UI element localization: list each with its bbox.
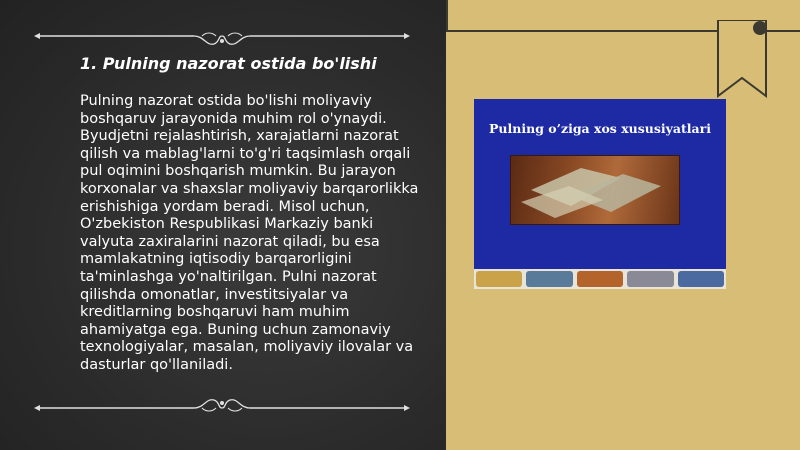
body-paragraph: Pulning nazorat ostida bo'lishi moliyaviy boshqaruv jarayonida muhim rol o'ynaydi. Byudjetni rejalashtirish, xarajatlarni nazorat qilish va mablag'larni to'g'ri taqsimlash orqali pul oqimini boshqarish mumkin. Bu jarayon korxonalar va shaxslar moliyaviy barqarorlikka erishishiga yordam beradi. Misol uchun, O'zbekiston Respublikasi Markaziy banki valyuta zaxiralarini nazorat qiladi, bu esa mamlakatning iqtisodiy barqarorligini ta'minlashga yo'naltirilgan. Pulni nazorat qilishda omonatlar, investitsiyalar va kreditlarning boshqaruvi ham muhim ahamiyatga ega. Buning uchun zamonaviy texnologiyalar, masalan, moliyaviy ilovalar va dasturlar qo'llaniladi. [80,93,419,373]
ornament-divider-icon [34,30,410,52]
bookmark-ribbon-icon [716,20,768,98]
section-heading: 1. Pulning nazorat ostida bo'lishi [80,54,377,73]
frame-line-vertical [446,0,448,30]
coin-strip [474,269,726,289]
slide-image-title: Pulning o’ziga xos xususiyatlari [489,121,711,136]
banknotes-photo [510,155,680,225]
slide-image [474,99,726,289]
ornament-divider-icon [34,392,410,414]
